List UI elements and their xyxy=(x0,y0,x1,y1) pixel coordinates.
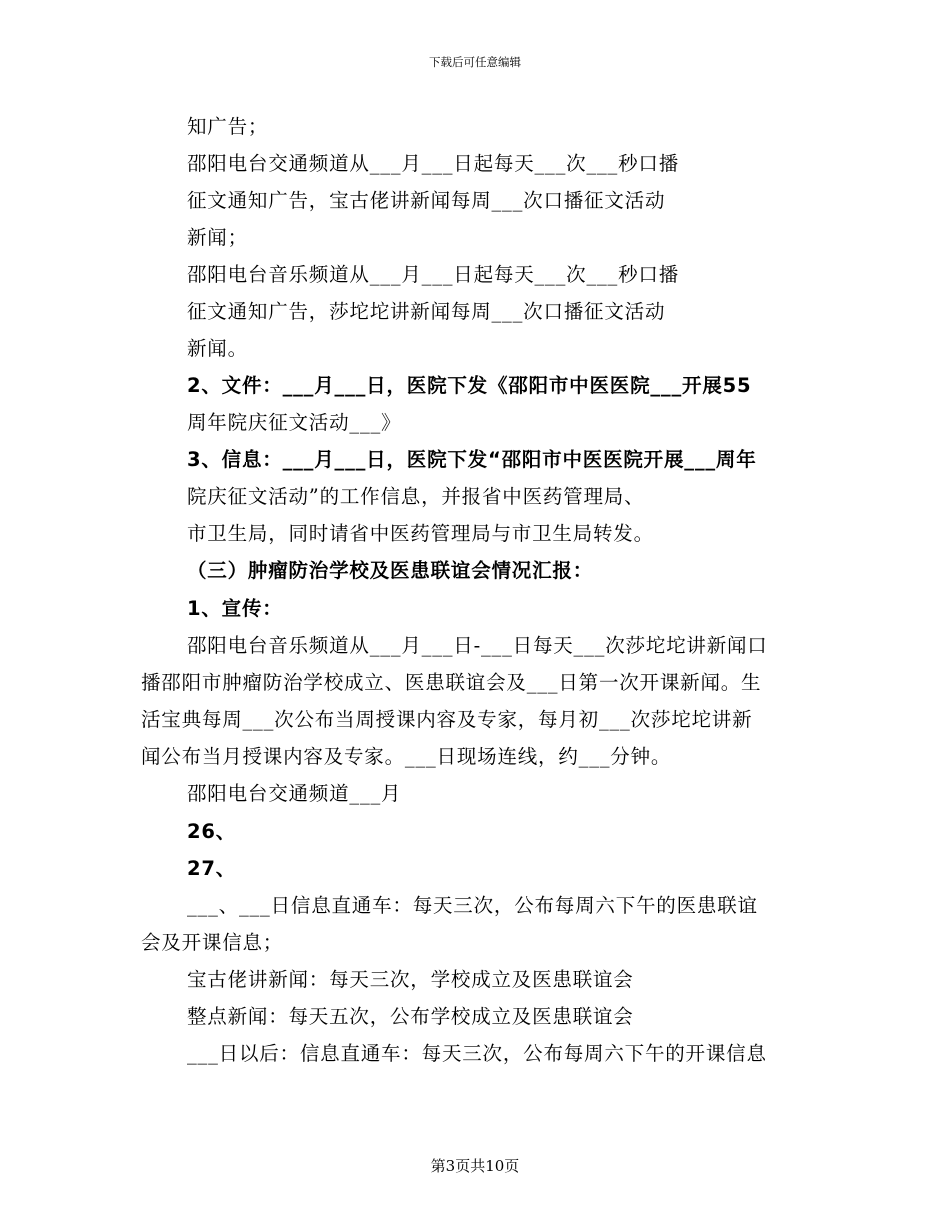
text-line: 活宝典每周___次公布当周授课内容及专家，每月初___次莎坨坨讲新 xyxy=(141,708,753,731)
text-line: 闻公布当月授课内容及专家。___日现场连线，约___分钟。 xyxy=(141,745,672,768)
text-line: 邵阳电台音乐频道从___月___日-___日每天___次莎坨坨讲新闻口 xyxy=(187,634,768,657)
text-line: 征文通知广告，宝古佬讲新闻每周___次口播征文活动 xyxy=(187,189,666,212)
page-number: 第3页共10页 xyxy=(430,1157,520,1175)
text-line: 知广告； xyxy=(187,115,269,138)
text-line: 整点新闻：每天五次，公布学校成立及医患联谊会 xyxy=(187,1005,634,1028)
text-line: 邵阳电台交通频道从___月___日起每天___次___秒口播 xyxy=(187,152,679,175)
text-line: ___日以后：信息直通车：每天三次，公布每周六下午的开课信息 xyxy=(187,1042,767,1065)
text-line: 新闻； xyxy=(187,226,248,249)
text-line: 市卫生局，同时请省中医药管理局与市卫生局转发。 xyxy=(187,522,654,545)
text-line: 征文通知广告，莎坨坨讲新闻每周___次口播征文活动 xyxy=(187,300,666,323)
section-heading: （三）肿瘤防治学校及医患联谊会情况汇报： xyxy=(187,559,594,582)
text-line: 邵阳电台交通频道___月 xyxy=(187,782,402,805)
text-line: 周年院庆征文活动___》 xyxy=(187,411,402,434)
text-line: ___、___日信息直通车：每天三次，公布每周六下午的医患联谊 xyxy=(187,894,758,917)
subsection-heading: 1、宣传： xyxy=(187,597,283,620)
text-line: 新闻。 xyxy=(187,337,248,360)
text-line: 会及开课信息； xyxy=(141,931,284,954)
page-header-note: 下载后可任意编辑 xyxy=(429,55,521,69)
text-line-bold: 2、文件：___月___日，医院下发《邵阳市中医医院___开展55 xyxy=(187,374,752,397)
text-line-bold: 27、 xyxy=(187,857,237,880)
text-line: 播邵阳市肿瘤防治学校成立、医患联谊会及___日第一次开课新闻。生 xyxy=(141,671,762,694)
text-line: 院庆征文活动”的工作信息，并报省中医药管理局、 xyxy=(187,485,645,508)
text-line-bold: 26、 xyxy=(187,820,237,843)
text-line: 邵阳电台音乐频道从___月___日起每天___次___秒口播 xyxy=(187,263,679,286)
text-line: 宝古佬讲新闻：每天三次，学校成立及医患联谊会 xyxy=(187,968,634,991)
text-line-bold: 3、信息：___月___日，医院下发“邵阳市中医医院开展___周年 xyxy=(187,448,757,471)
